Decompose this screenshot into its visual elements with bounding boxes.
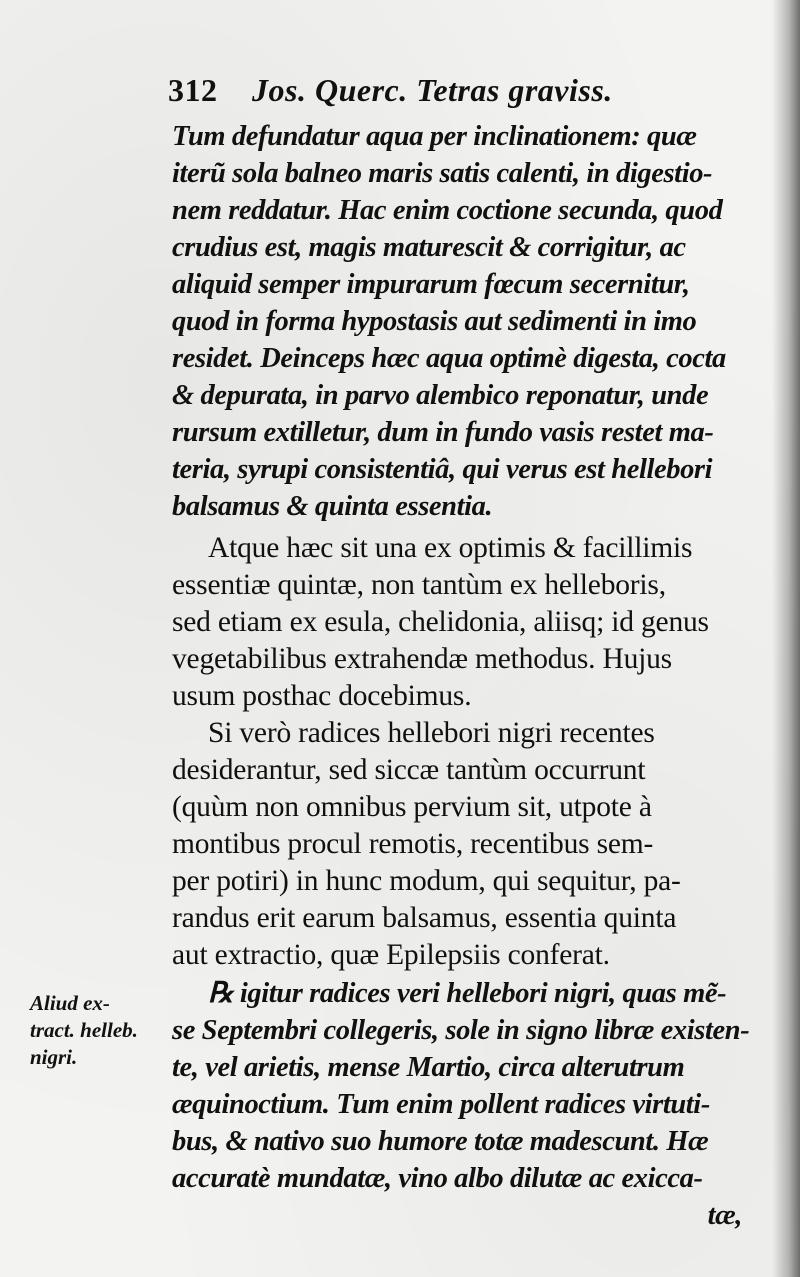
text-line: vegetabilibus extrahendæ methodus. Hujus xyxy=(172,643,672,675)
text-line: residet. Deinceps hæc aqua optimè digesta, cocta xyxy=(172,343,726,374)
text-line: se Septembri collegeris, sole in signo libræ existen- xyxy=(172,1015,750,1046)
text-line: usum posthac docebimus. xyxy=(172,680,472,712)
text-line: aliquid semper impurarum fœcum secernitur, xyxy=(172,269,690,300)
text-line: te, vel arietis, mense Martio, circa alterutrum xyxy=(172,1052,685,1083)
text-line: crudius est, magis maturescit & corrigitur, ac xyxy=(172,232,686,263)
text-line: æquinoctium. Tum enim pollent radices virtuti- xyxy=(172,1089,710,1120)
text-line: ℞ igitur radices veri hellebori nigri, quas mẽ- xyxy=(208,978,727,1009)
text-line: rursum extilletur, dum in fundo vasis restet ma- xyxy=(172,417,714,448)
text-line: essentiæ quintæ, non tantùm ex helleboris, xyxy=(172,569,666,601)
running-header xyxy=(168,72,688,109)
text-line: per potiri) in hunc modum, qui sequitur, pa- xyxy=(172,865,681,897)
text-line: quod in forma hypostasis aut sedimenti in imo xyxy=(172,306,697,337)
roman-paragraph-1 xyxy=(172,530,772,715)
text-line: Atque hæc sit una ex optimis & facillimis xyxy=(208,532,693,564)
text-line: Tum defundatur aqua per inclinationem: quæ xyxy=(172,121,697,152)
text-line: (quùm non omnibus pervium sit, utpote à xyxy=(172,791,652,823)
text-line: montibus procul remotis, recentibus sem- xyxy=(172,828,654,860)
roman-paragraph-2 xyxy=(172,715,772,974)
text-line: desiderantur, sed siccæ tantùm occurrunt xyxy=(172,754,646,786)
text-line: iterũ sola balneo maris satis calenti, in digestio- xyxy=(172,158,713,189)
text-line: accuratè mundatæ, vino albo dilutæ ac exicca- xyxy=(172,1163,703,1194)
text-line: nem reddatur. Hac enim coctione secunda, quod xyxy=(172,195,723,226)
marginal-note xyxy=(30,990,170,1071)
page-number: 312 xyxy=(168,72,218,108)
margin-note-line: tract. helleb. xyxy=(30,1018,138,1042)
text-line: Si verò radices hellebori nigri recentes xyxy=(208,717,655,749)
text-line: bus, & nativo suo humore totæ madescunt. Hæ xyxy=(172,1126,709,1157)
margin-note-line: Aliud ex- xyxy=(30,991,110,1015)
text-line: sed etiam ex esula, chelidonia, aliisq; id genus xyxy=(172,606,709,638)
page-edge-shadow xyxy=(772,0,800,1277)
italic-block-2 xyxy=(172,975,772,1234)
text-line: aut extractio, quæ Epilepsiis conferat. xyxy=(172,939,610,971)
text-line: balsamus & quinta essentia. xyxy=(172,491,493,522)
catchword: tæ, xyxy=(707,1200,742,1231)
text-line: teria, syrupi consistentiâ, qui verus est hellebori xyxy=(172,454,713,485)
text-line: randus erit earum balsamus, essentia quinta xyxy=(172,902,677,934)
italic-block-1 xyxy=(172,118,772,525)
running-title: Jos. Querc. Tetras graviss. xyxy=(252,72,613,108)
text-line: & depurata, in parvo alembico reponatur, unde xyxy=(172,380,709,411)
margin-note-line: nigri. xyxy=(30,1045,78,1069)
